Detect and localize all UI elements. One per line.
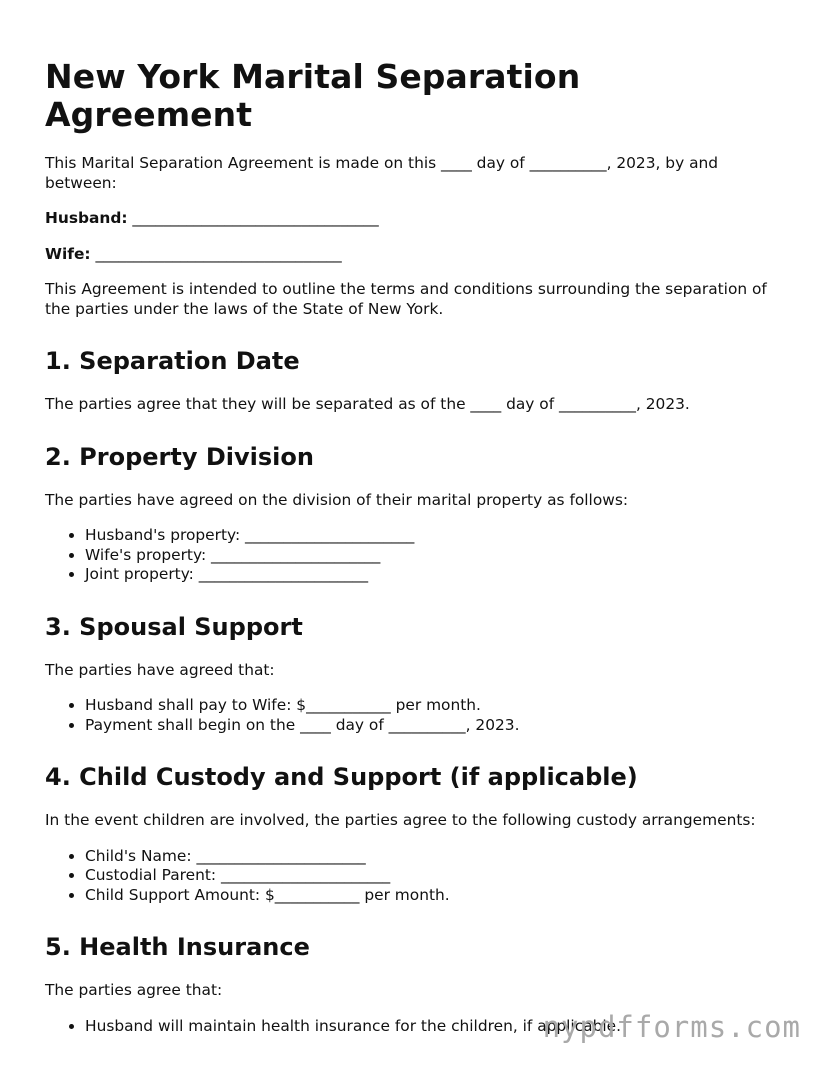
- child-custody-list: [45, 847, 790, 906]
- site-watermark: nypdfforms.com: [542, 1010, 801, 1044]
- list-item: • Payment shall begin on the ____ day of __________, 2023.: [85, 716, 790, 736]
- property-division-heading: 2. Property Division: [45, 442, 314, 471]
- list-item: • Husband shall pay to Wife: $___________ per month.: [85, 696, 790, 716]
- health-insurance-body: The parties agree that:: [45, 981, 223, 999]
- document-title: New York Marital Separation Agreement: [45, 57, 581, 134]
- purpose-paragraph: This Agreement is intended to outline the terms and conditions surrounding the separation of the parties under the laws of the State of New York.: [45, 280, 767, 318]
- list-item: • Wife's property: ______________________: [85, 546, 790, 566]
- husband-line: [45, 209, 790, 229]
- list-item: • Custodial Parent: ______________________: [85, 866, 790, 886]
- husband-label: Husband:: [45, 209, 128, 227]
- list-item: • Husband's property: ______________________: [85, 526, 790, 546]
- spousal-support-body: The parties have agreed that:: [45, 660, 275, 679]
- spousal-support-list: [45, 696, 790, 735]
- wife-line: [45, 245, 790, 265]
- document-page: [45, 58, 790, 1036]
- husband-blank: ________________________________: [127, 209, 379, 227]
- separation-date-heading: 1. Separation Date: [45, 347, 300, 375]
- intro-paragraph: This Marital Separation Agreement is made on this ____ day of __________, 2023, by and between:: [45, 154, 719, 192]
- wife-label: Wife:: [45, 244, 91, 263]
- separation-date-body: The parties agree that they will be separated as of the ____ day of __________, 2023.: [45, 395, 690, 413]
- child-custody-body: In the event children are involved, the parties agree to the following custody arrangements:: [45, 811, 756, 829]
- property-division-list: [45, 526, 790, 585]
- spousal-support-heading: 3. Spousal Support: [45, 612, 303, 641]
- list-item: • Child Support Amount: $___________ per month.: [85, 886, 790, 906]
- health-insurance-heading: 5. Health Insurance: [45, 933, 310, 961]
- property-division-body: The parties have agreed on the division of their marital property as follows:: [45, 490, 629, 509]
- wife-blank: ________________________________: [90, 244, 342, 263]
- list-item: • Joint property: ______________________: [85, 565, 790, 585]
- child-custody-heading: 4. Child Custody and Support (if applicable): [45, 763, 638, 791]
- list-item: • Child's Name: ______________________: [85, 847, 790, 867]
- list-item: • Husband will maintain health insurance for the children, if applicable.: [85, 1017, 790, 1037]
